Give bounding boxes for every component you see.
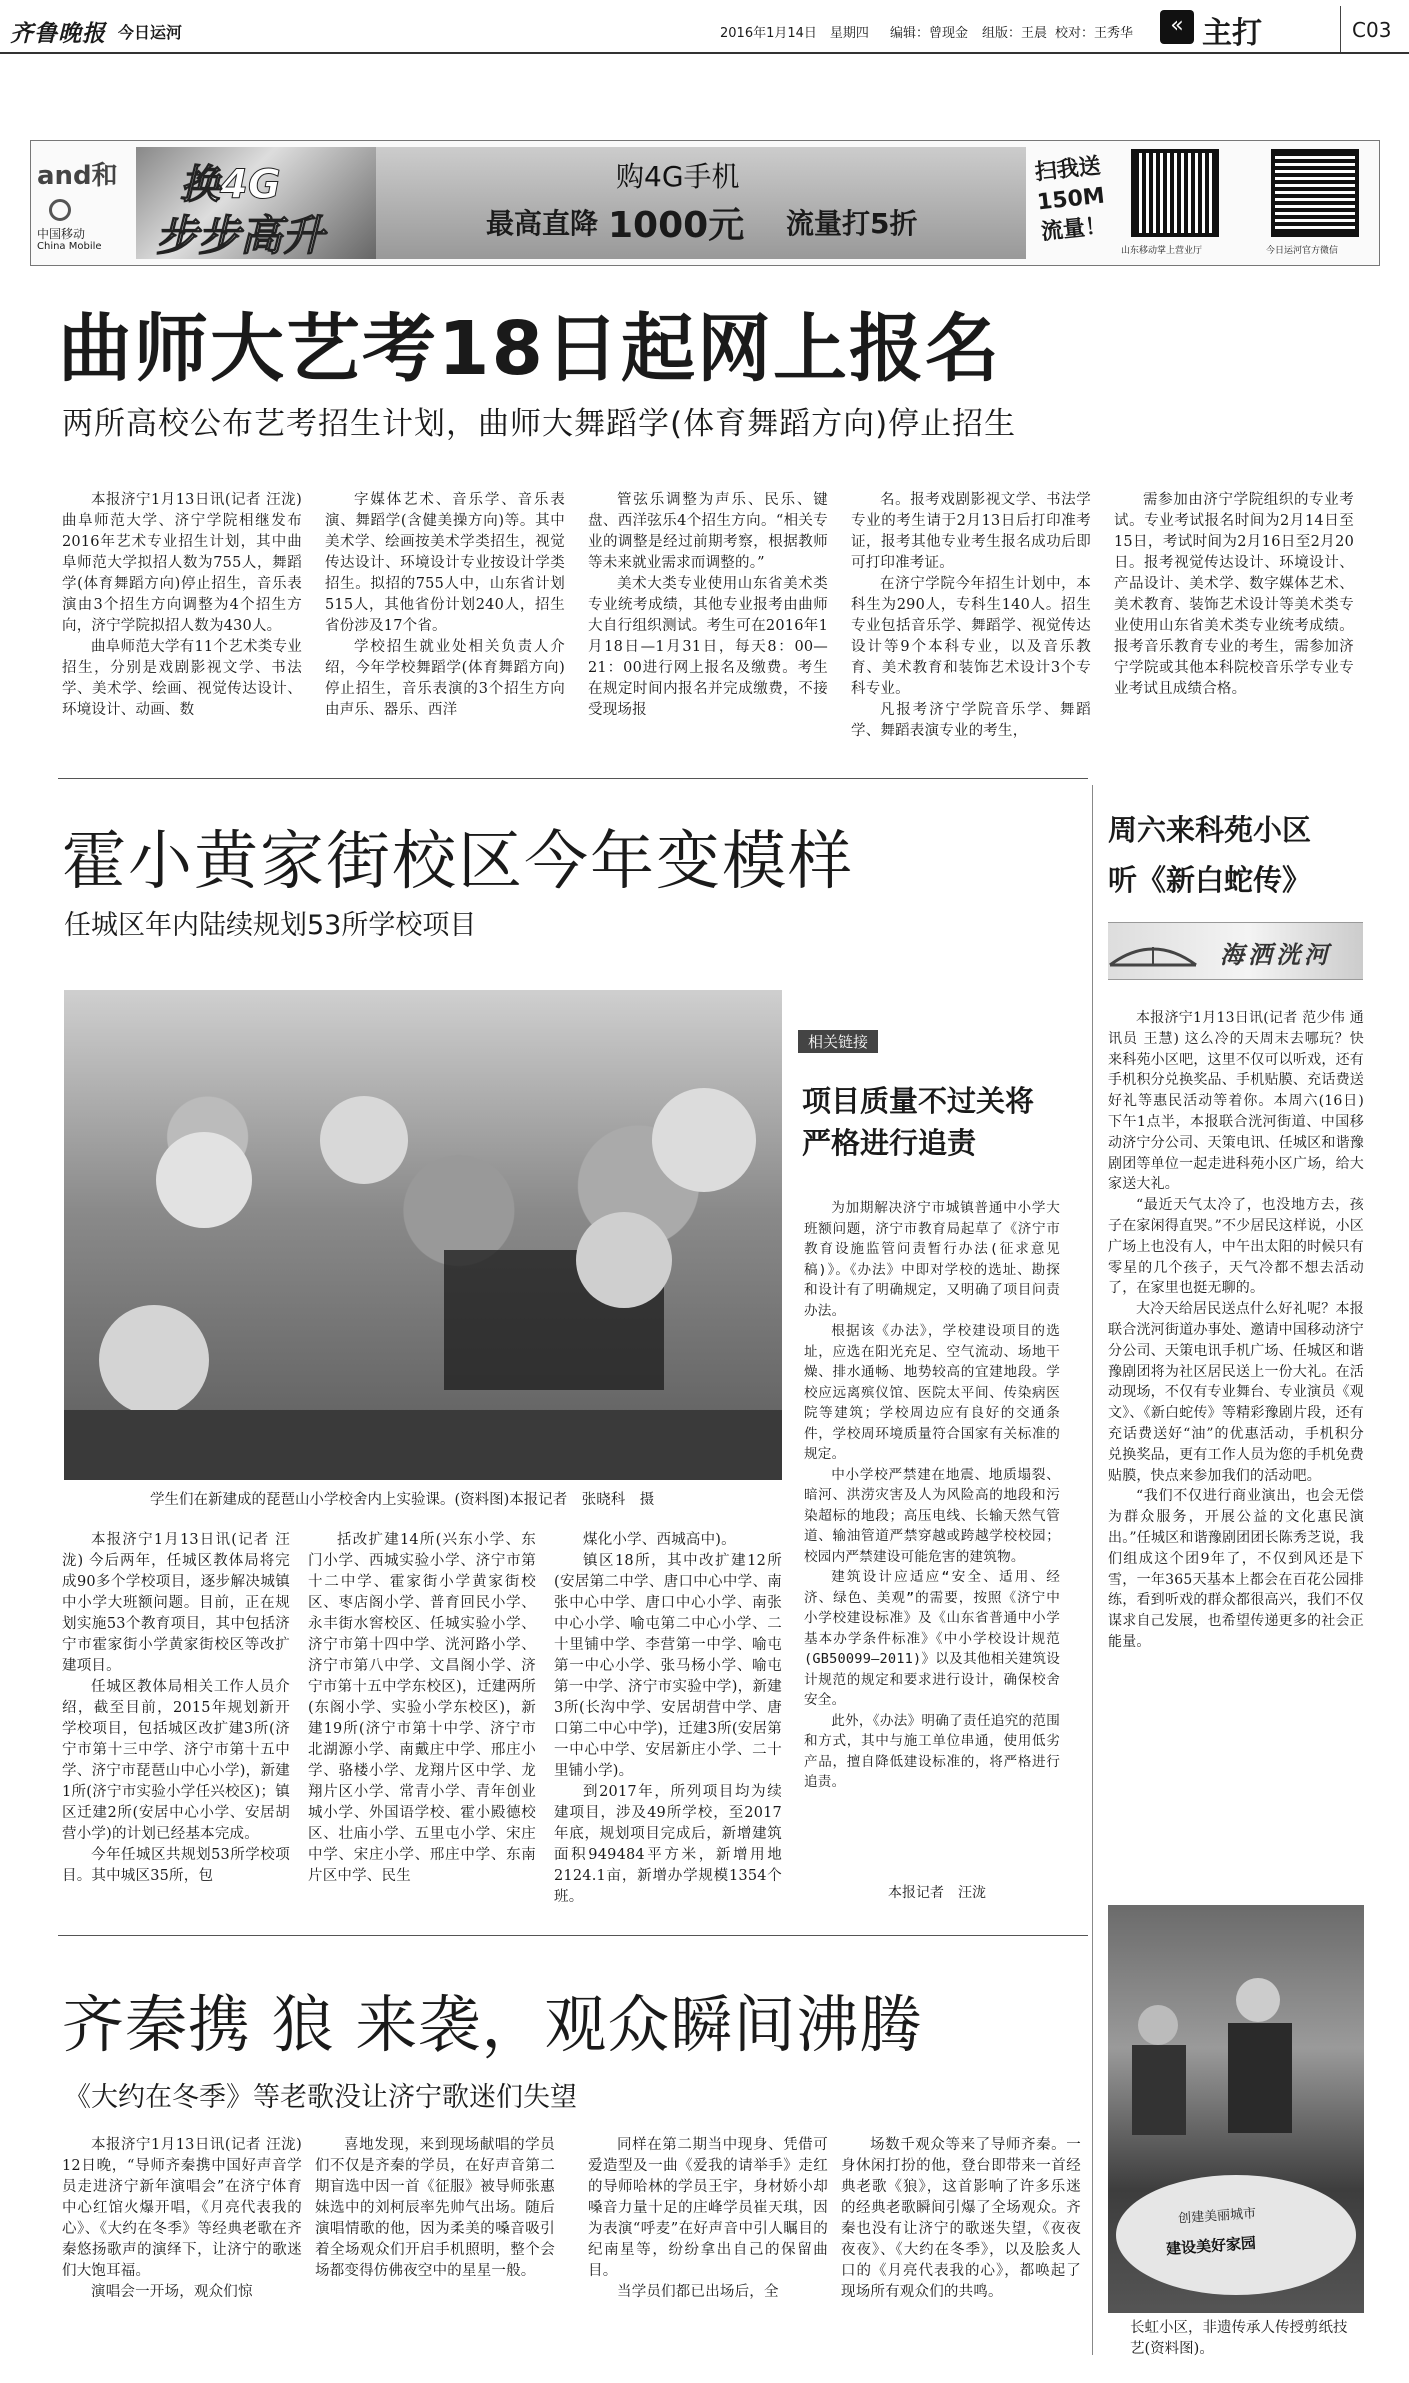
paragraph: 名。报考戏剧影视文学、书法学专业的考生请于2月13日后打印准考证，报考其他专业考生报名成功后即可打印准考证。: [851, 492, 1091, 571]
right-title-line1: 周六来科苑小区: [1108, 813, 1312, 847]
proof-credit: 校对：王秀华: [1055, 26, 1134, 41]
paragraph: 今年任城区共规划53所学校项目。其中城区35所，包: [62, 1847, 290, 1884]
paragraph: 此外，《办法》明确了责任追究的范围和方式，其中与施工单位串通，使用低劣产品，擅自降低建设标准的，将严格进行追责。: [804, 1712, 1060, 1790]
ad-brand-name: 中国移动: [37, 227, 86, 241]
paragraph: 任城区教体局相关工作人员介绍，截至目前，2015年规划新开学校项目，包括城区改扩建3所(济宁市第十三中学、济宁市第十五中学、济宁市琵琶山中心小学)，新建1所(济宁市实验小学任兴校区)；镇区迁建2所(安居中心小学、安居胡营小学)的计划已经基本完成。: [62, 1679, 290, 1842]
article2-column-2: [308, 1530, 536, 1910]
paragraph: 根据该《办法》，学校建设项目的选址，应选在阳光充足、空气流动、场地干燥、排水通畅、地势较高的宜建地段。学校应远离殡仪馆、医院太平间、传染病医院等建筑；学校周边应有良好的交通条件，学校周环境质量符合国家有关标准的规定。: [804, 1323, 1060, 1462]
section-rule: [58, 1935, 1088, 1936]
related-link-box: [788, 1030, 1066, 1910]
article3-column-1: [62, 2135, 302, 2375]
article3-title: 齐秦携 狼 来袭，观众瞬间沸腾: [62, 1988, 923, 2061]
qr-wechat-caption: 今日运河官方微信: [1266, 246, 1339, 256]
paragraph: 需参加由济宁学院组织的专业考试。专业考试报名时间为2月14日至15日，考试时间为2月16日至2月20日。报考视觉传达设计、环境设计、产品设计、美术学、数字媒体艺术、美术教育、装饰艺术设计等美术类专业使用山东省美术类专业统考成绩。报考音乐教育专业的考生，需参加济宁学院或其他本科院校音乐学专业专业考试且成绩合格。: [1114, 492, 1354, 697]
article1-title: 曲师大艺考18日起网上报名: [58, 306, 1001, 392]
qr-app-caption: 山东移动掌上营业厅: [1121, 246, 1203, 256]
column-banner-text: 海洒洸河: [1220, 941, 1332, 969]
paragraph: 建筑设计应适应“安全、适用、经济、绿色、美观”的需要，按照《济宁中小学校建设标准》及《山东省普通中小学基本办学条件标准》《中小学校设计规范(GB50099—2011)》以及其他相关建筑设计规范的规定和要求进行设计，确保校舍安全。: [804, 1569, 1060, 1708]
masthead-rule: [0, 52, 1409, 54]
photo-caption: 学生们在新建成的琵琶山小学校舍内上实验课。(资料图)本报记者 张晓科 摄: [150, 1492, 655, 1508]
paragraph: 场数千观众等来了导师齐秦。一身休闲打扮的他，登台即带来一首经典老歌《狼》，这首影响了许多乐迷的经典老歌瞬间引爆了全场观众。齐秦也没有让济宁的歌迷失望，《夜夜夜夜》、《大约在冬季》，以及脍炙人口的《月亮代表我的心》，都唤起了现场所有观众们的共鸣。: [841, 2137, 1081, 2300]
paragraph: 凡报考济宁学院音乐学、舞蹈学、舞蹈表演专业的考生，: [851, 702, 1091, 739]
bridge-icon: [1108, 923, 1198, 981]
paragraph: “最近天气太冷了，也没地方去，孩子在家闲得直哭。”不少居民这样说，小区广场上也没有人，中午出太阳的时候只有零星的几个孩子，天气冷都不想去活动了，在家里也挺无聊的。: [1108, 1197, 1364, 1297]
column-banner: [1108, 922, 1363, 980]
paragraph: 美术大类专业使用山东省美术类专业统考成绩，其他专业报考由曲师大自行组织测试。考生可在2016年1月18日—1月31日，每天8：00—21：00进行网上报名及缴费。考生在规定时间内报名并完成缴费，不接受现场报: [588, 576, 828, 718]
related-link-byline: 本报记者 汪泷: [888, 1885, 986, 1901]
masthead: [0, 0, 1409, 64]
paper-cutting-caption: 长虹小区，非遗传承人传授剪纸技艺(资料图)。: [1130, 2320, 1348, 2357]
right-column-divider: [1092, 785, 1093, 2355]
photo-sign-line1: 创建美丽城市: [1177, 2206, 1257, 2227]
ad-banner: [30, 140, 1380, 266]
article1-column-3: [588, 490, 828, 760]
paragraph: 管弦乐调整为声乐、民乐、键盘、西洋弦乐4个招生方向。“相关专业的调整是经过前期考察，根据教师等未来就业需求而调整的。”: [588, 492, 828, 571]
section-name: 今日运河: [118, 23, 183, 42]
ad-offer-prefix: 最高直降: [486, 207, 599, 240]
china-mobile-icon: [49, 199, 71, 221]
editor-credit: 编辑：曾现金: [890, 26, 969, 41]
qr-code-wechat[interactable]: [1271, 149, 1359, 237]
paragraph: 括改扩建14所(兴东小学、东门小学、西城实验小学、济宁市第十二中学、霍家街小学黄家街校区、枣店阁小学、普育回民小学、永丰街水窖校区、任城实验小学、济宁市第十四中学、洸河路小学、济宁市第八中学、文昌阁小学、济宁市第十五中学东校区)，迁建两所(东阁小学、实验小学东校区)，新建19所(济宁市第十中学、济宁市北湖源小学、南戴庄中学、邢庄小学、骆楼小学、龙翔片区中学、龙翔片区小学、常青小学、青年创业城小学、外国语学校、霍小殿德校区、壮庙小学、五里屯小学、宋庄中学、宋庄小学、邢庄中学、东南片区中学、民生: [308, 1532, 536, 1884]
paragraph: 喜地发现，来到现场献唱的学员们不仅是齐秦的学员，在好声音第二期盲选中因一首《征服》被导师张惠妹选中的刘柯辰率先帅气出场。随后演唱情歌的他，因为柔美的嗓音吸引着全场观众们开启手机照明，整个会场都变得仿佛夜空中的星星一般。: [315, 2137, 555, 2279]
paragraph: 在济宁学院今年招生计划中，本科生为290人，专科生140人。招生专业包括音乐学、舞蹈学、视觉传达设计等9个本科专业，以及音乐教育、美术教育和装饰艺术设计3个专科专业。: [851, 576, 1091, 697]
paragraph: 煤化小学、西城高中)。: [583, 1532, 736, 1548]
qr-code-app[interactable]: [1131, 149, 1219, 237]
paragraph: 本报济宁1月13日讯(记者 范少伟 通讯员 王慧) 这么冷的天周末去哪玩？快来科苑小区吧，这里不仅可以听戏，还有手机积分兑换奖品、手机贴膜、充话费送好礼等惠民活动等着你。本周六(16日)下午1点半，本报联合洸河街道、中国移动济宁分公司、天策电讯、任城区和谐豫剧团等单位一起走进科苑小区广场，给大家送大礼。: [1108, 1010, 1364, 1193]
right-title-line2: 听《新白蛇传》: [1108, 863, 1312, 897]
ad-offer-amount: 1000元: [608, 205, 745, 246]
paragraph: 当学员们都已出场后，全: [617, 2284, 779, 2300]
page-number: C03: [1352, 18, 1392, 42]
related-link-body: [804, 1198, 1060, 1878]
ad-headline: 购4G手机: [616, 160, 740, 193]
ad-scan-text: 扫我送150M流量！: [1033, 153, 1109, 246]
paragraph: 演唱会一开场，观众们惊: [91, 2284, 253, 2300]
article2-subtitle: 任城区年内陆续规划53所学校项目: [64, 910, 477, 941]
paragraph: 曲阜师范大学有11个艺术类专业招生，分别是戏剧影视文学、书法学、美术学、绘画、视觉传达设计、环境设计、动画、数: [62, 639, 302, 718]
article3-column-2: [315, 2135, 555, 2375]
classroom-photo-illustration: [64, 990, 782, 1480]
related-link-label: 相关链接: [798, 1030, 878, 1053]
paragraph: 到2017年，所列项目均为续建项目，涉及49所学校，至2017年底，规划项目完成后，新增建筑面积949484平方米，新增用地2124.1亩，新增办学规模1354个班。: [554, 1784, 782, 1905]
article1-subtitle: 两所高校公布艺考招生计划，曲师大舞蹈学(体育舞蹈方向)停止招生: [62, 406, 1017, 442]
paragraph: “我们不仅进行商业演出，也会无偿为群众服务，开展公益的文化惠民演出。”任城区和谐豫剧团团长陈秀芝说，我们组成这个团9年了，不仅到风还是下雪，一年365天基本上都会在百花公园排练，看到听戏的群众都很高兴，我们不仅谋求自己发展，也希望传递更多的社会正能量。: [1108, 1488, 1364, 1650]
article2-title: 霍小黄家街校区今年变模样: [62, 825, 854, 899]
paragraph: 大冷天给居民送点什么好礼呢？本报联合洸河街道办事处、邀请中国移动济宁分公司、天策电讯手机广场、任城区和谐豫剧团将为社区居民送上一份大礼。在活动现场，不仅有专业舞台、专业演员《观文》、《新白蛇传》等精彩豫剧片段，还有充话费送好“油”的优惠活动，手机积分兑换奖品，更有工作人员为您的手机免费贴膜，快点来参加我们的活动吧。: [1108, 1301, 1364, 1484]
paragraph: 为加期解决济宁市城镇普通中小学大班额问题，济宁市教育局起草了《济宁市教育设施监管问责暂行办法(征求意见稿)》。《办法》中即对学校的选址、勘探和设计有了明确规定，又明确了项目问责办法。: [804, 1200, 1060, 1319]
paragraph: 中小学校严禁建在地震、地质塌裂、暗河、洪涝灾害及人为风险高的地段和污染超标的地段；高压电线、长输天然气管道、输油管道严禁穿越或跨越学校校园；校园内严禁建设可能危害的建筑物。: [804, 1466, 1060, 1565]
ad-slogan-panel: [136, 147, 376, 259]
page-tag-badge: «: [1160, 10, 1194, 44]
related-link-title: 项目质量不过关将严格进行追责: [802, 1084, 1035, 1160]
paragraph: 字媒体艺术、音乐学、音乐表演、舞蹈学(含健美操方向)等。其中美术学、绘画按美术学类招生，视觉传达设计、环境设计专业按设计学类招生。拟招的755人中，山东省计划515人，其他省份计划240人，招生省份涉及17个省。: [325, 492, 565, 634]
paragraph: 本报济宁1月13日讯(记者 汪泷) 曲阜师范大学、济宁学院相继发布2016年艺术专业招生计划，其中曲阜师范大学拟招人数为755人，舞蹈学(体育舞蹈方向)停止招生，音乐表演由3个招生方向调整为4个招生方向，济宁学院拟招人数为430人。: [62, 492, 302, 634]
article1-column-1: [62, 490, 302, 760]
right-body: [1108, 1008, 1364, 1868]
paragraph: 本报济宁1月13日讯(记者 汪泷) 今后两年，任城区教体局将完成90多个学校项目，逐步解决城镇中小学大班额问题。目前，正在规划实施53个教育项目，其中包括济宁市霍家街小学黄家街校区等改扩建项目。: [62, 1532, 290, 1674]
section-rule: [58, 778, 1088, 779]
photo-sign-line2: 建设美好家园: [1165, 2233, 1257, 2259]
article2-column-3: [554, 1530, 782, 1910]
paragraph: 同样在第二期当中现身、凭借可爱造型及一曲《爱我的请举手》走红的导师哈林的学员王宇，身材娇小却嗓音力量十足的庄峰学员崔天琪，因为表演“呼麦”在好声音中引人瞩目的纪南星等，纷纷拿出自己的保留曲目。: [588, 2137, 828, 2279]
layout-credit: 组版：王晨: [982, 26, 1048, 41]
article1-column-5: [1114, 490, 1354, 760]
article3-column-3: [588, 2135, 828, 2375]
article1-column-2: [325, 490, 565, 760]
issue-date: 2016年1月14日 星期四: [720, 26, 869, 41]
ad-offer-panel: [376, 147, 1026, 259]
paragraph: 学校招生就业处相关负责人介绍，今年学校舞蹈学(体育舞蹈方向)停止招生，音乐表演的3个招生方向由声乐、器乐、西洋: [325, 639, 565, 718]
page-tag: 主打: [1202, 16, 1262, 51]
masthead-divider: [1340, 6, 1341, 54]
paragraph: 本报济宁1月13日讯(记者 汪泷) 12日晚，“导师齐秦携中国好声音学员走进济宁新年演唱会”在济宁体育中心红馆火爆开唱，《月亮代表我的心》、《大约在冬季》等经典老歌在齐秦悠扬歌声的演绎下，让济宁的歌迷们大饱耳福。: [62, 2137, 302, 2279]
article2-column-1: [62, 1530, 290, 1910]
ad-brand-logo: and和: [37, 161, 118, 191]
ad-slogan-line1: 换4G: [180, 162, 281, 208]
paragraph: 镇区18所，其中改扩建12所(安居第二中学、唐口中心中学、南张中心中学、唐口中心小学、南张中心小学、喻屯第二中心小学、二十里铺中学、李营第一中学、喻屯第一中心小学、张马杨小学、喻屯第一中学、济宁市实验中学)，新建3所(长沟中学、安居胡营中学、唐口第二中心中学)，迁建3所(安居第一中心中学、安居新庄小学、二十里铺小学)。: [554, 1553, 782, 1779]
newspaper-logo: 齐鲁晚报: [10, 20, 106, 47]
classroom-photo: [64, 990, 782, 1480]
article3-subtitle: 《大约在冬季》等老歌没让济宁歌迷们失望: [64, 2082, 577, 2113]
article1-column-4: [851, 490, 1091, 760]
ad-offer-traffic: 流量打5折: [786, 207, 918, 240]
paper-cutting-photo: [1108, 1905, 1364, 2313]
ad-brand-en: China Mobile: [37, 241, 102, 252]
article3-column-4: [841, 2135, 1081, 2375]
ad-slogan-line2: 步步高升: [156, 211, 325, 260]
